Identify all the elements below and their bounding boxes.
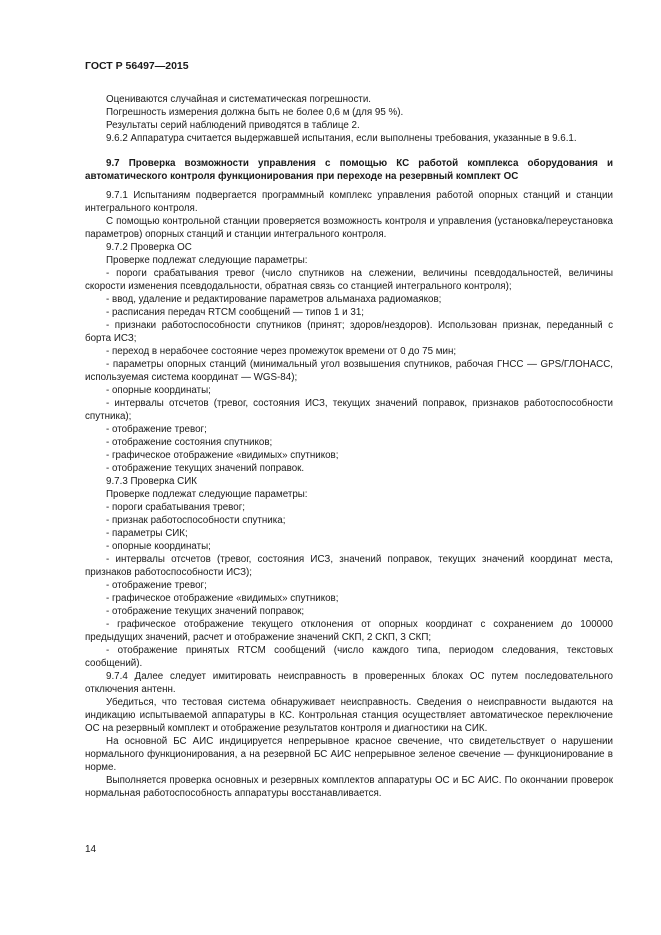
paragraph: - отображение текущих значений поправок. — [106, 463, 305, 474]
paragraph: Выполняется проверка основных и резервных комплектов аппаратуры ОС и БС АИС. По окончании проверок нормальная работоспособность аппаратуры восстанавливается. — [85, 775, 613, 799]
paragraph: - ввод, удаление и редактирование параметров альманаха радиомаяков; — [106, 294, 442, 305]
paragraph: - опорные координаты; — [106, 541, 211, 552]
paragraph: - отображение текущих значений поправок; — [106, 606, 305, 617]
paragraph: Оцениваются случайная и систематическая погрешности. — [106, 94, 372, 105]
paragraph: - графическое отображение «видимых» спутников; — [106, 450, 339, 461]
paragraph: - отображение тревог; — [106, 580, 207, 591]
paragraph: 9.6.2 Аппаратура считается выдержавшей испытания, если выполнены требования, указанные в 9.6.1. — [106, 133, 577, 144]
paragraph: - отображение состояния спутников; — [106, 437, 273, 448]
paragraph: 9.7.4 Далее следует имитировать неисправность в проверенных блоках ОС путем последовательного отключения антенн. — [85, 671, 613, 695]
paragraph: 9.7.1 Испытаниям подвергается программный комплекс управления работой опорных станций и станции интегрального контроля. — [85, 190, 613, 214]
section-heading: 9.7 Проверка возможности управления с помощью КС работой комплекса оборудования и автоматического контроля функционирования при переходе на резервный комплект ОС — [85, 158, 613, 182]
paragraph: - признаки работоспособности спутников (принят; здоров/нездоров). Использован признак, переданный с борта ИСЗ; — [85, 320, 613, 344]
paragraph: - параметры СИК; — [106, 528, 188, 539]
paragraph: С помощью контрольной станции проверяется возможность контроля и управления (установка/переустановка параметров) опорных станций и станции интегрального контроля. — [85, 216, 613, 240]
paragraph: - отображение тревог; — [106, 424, 207, 435]
paragraph: - графическое отображение текущего отклонения от опорных координат с сохранением до 100000 предыдущих значений, расчет и отображение значений СКП, 2 СКП, 3 СКП; — [85, 619, 613, 643]
paragraph: 9.7.2 Проверка ОС — [106, 242, 192, 253]
paragraph: - графическое отображение «видимых» спутников; — [106, 593, 339, 604]
page-number: 14 — [85, 844, 97, 855]
paragraph: - признак работоспособности спутника; — [106, 515, 286, 526]
paragraph: Результаты серий наблюдений приводятся в таблице 2. — [106, 120, 360, 131]
paragraph: - параметры опорных станций (минимальный угол возвышения спутников, рабочая ГНСС — GPS/ГЛОНАСС, используемая система координат — WGS-84); — [85, 359, 613, 383]
paragraph: На основной БС АИС индицируется непрерывное красное свечение, что свидетельствует о нарушении нормального функционирования, а на резервной БС АИС непрерывное зеленое свечение — функционирование в норме. — [85, 736, 613, 773]
paragraph: - опорные координаты; — [106, 385, 211, 396]
paragraph: Убедиться, что тестовая система обнаруживает неисправность. Сведения о неисправности выдаются на индикацию испытываемой аппаратуры в КС. Контрольная станция осуществляет автоматическое переключение ОС на резервный комплект и отображение результатов контроля и диагностики на СИК. — [85, 697, 613, 734]
paragraph: - отображение принятых RTCM сообщений (число каждого типа, периодом следования, текстовых сообщений). — [85, 645, 613, 669]
paragraph: - расписания передач RTCM сообщений — типов 1 и 31; — [106, 307, 365, 318]
paragraph: Погрешность измерения должна быть не более 0,6 м (для 95 %). — [106, 107, 404, 118]
paragraph: 9.7.3 Проверка СИК — [106, 476, 197, 487]
document-code: ГОСТ Р 56497—2015 — [85, 60, 189, 72]
paragraph: - пороги срабатывания тревог; — [106, 502, 246, 513]
paragraph: Проверке подлежат следующие параметры: — [106, 255, 308, 266]
paragraph: - интервалы отсчетов (тревог, состояния ИСЗ, значений поправок, текущих значений координат места, признаков работоспособности ИСЗ); — [85, 554, 613, 578]
document-body — [85, 93, 613, 800]
paragraph: - переход в нерабочее состояние через промежуток времени от 0 до 75 мин; — [106, 346, 457, 357]
paragraph: - пороги срабатывания тревог (число спутников на слежении, величины псевдодальностей, величины скорости изменения псевдодальности, обратная связь со станцией интегрального контроля); — [85, 268, 613, 292]
paragraph: - интервалы отсчетов (тревог, состояния ИСЗ, текущих значений поправок, признаков работоспособности спутника); — [85, 398, 613, 422]
paragraph: Проверке подлежат следующие параметры: — [106, 489, 308, 500]
